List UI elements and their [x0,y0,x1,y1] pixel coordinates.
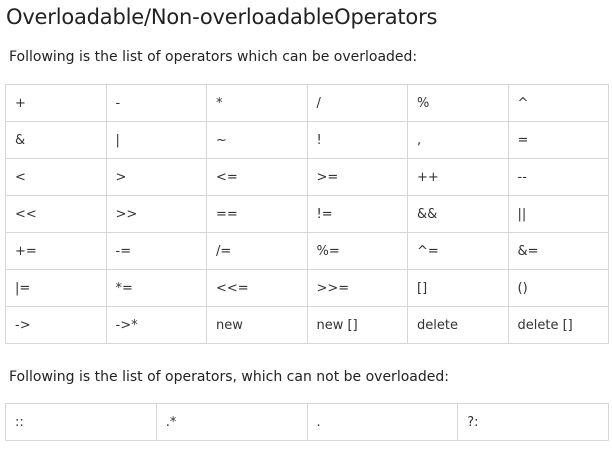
operator-cell: >>= [307,270,408,307]
operator-cell: - [106,85,207,122]
operator-cell: ++ [408,159,509,196]
operator-cell: ?: [458,404,609,441]
operator-cell: |= [6,270,107,307]
overloadable-operators-table [5,84,609,344]
operator-cell: / [307,85,408,122]
operator-cell: <= [207,159,308,196]
operator-cell: -= [106,233,207,270]
operator-cell: += [6,233,107,270]
operator-cell: = [508,122,609,159]
operator-cell: << [6,196,107,233]
operator-cell: & [6,122,107,159]
operator-cell: % [408,85,509,122]
table-row [6,122,609,159]
operator-cell: >> [106,196,207,233]
operator-cell: . [307,404,458,441]
table-row [6,307,609,344]
table-row [6,196,609,233]
table-row [6,159,609,196]
operator-cell: new [] [307,307,408,344]
operator-cell: ->* [106,307,207,344]
non-overloadable-operators-table [5,403,609,441]
operator-cell: ^= [408,233,509,270]
operator-cell: .* [156,404,307,441]
operator-cell: &= [508,233,609,270]
operator-cell: , [408,122,509,159]
overloadable-intro: Following is the list of operators which can be overloaded: [9,49,418,65]
operator-cell: || [508,196,609,233]
operator-cell: > [106,159,207,196]
operator-cell: -> [6,307,107,344]
table-row [6,404,609,441]
operator-cell: new [207,307,308,344]
operator-cell: ~ [207,122,308,159]
operator-cell: :: [6,404,157,441]
table-row [6,85,609,122]
operator-cell: && [408,196,509,233]
operator-cell: == [207,196,308,233]
operator-cell: -- [508,159,609,196]
operator-cell: < [6,159,107,196]
page-title: Overloadable/Non-overloadableOperators [6,5,438,29]
operator-cell: ^ [508,85,609,122]
operator-cell: delete [408,307,509,344]
operator-cell: ! [307,122,408,159]
table-row [6,270,609,307]
operator-cell: * [207,85,308,122]
operator-cell: /= [207,233,308,270]
operator-cell: *= [106,270,207,307]
table-row [6,233,609,270]
operator-cell: <<= [207,270,308,307]
operator-cell: () [508,270,609,307]
operator-cell: | [106,122,207,159]
operator-cell: != [307,196,408,233]
operator-cell: [] [408,270,509,307]
operator-cell: delete [] [508,307,609,344]
operator-cell: + [6,85,107,122]
operator-cell: >= [307,159,408,196]
operator-cell: %= [307,233,408,270]
non-overloadable-intro: Following is the list of operators, which can not be overloaded: [9,369,449,385]
